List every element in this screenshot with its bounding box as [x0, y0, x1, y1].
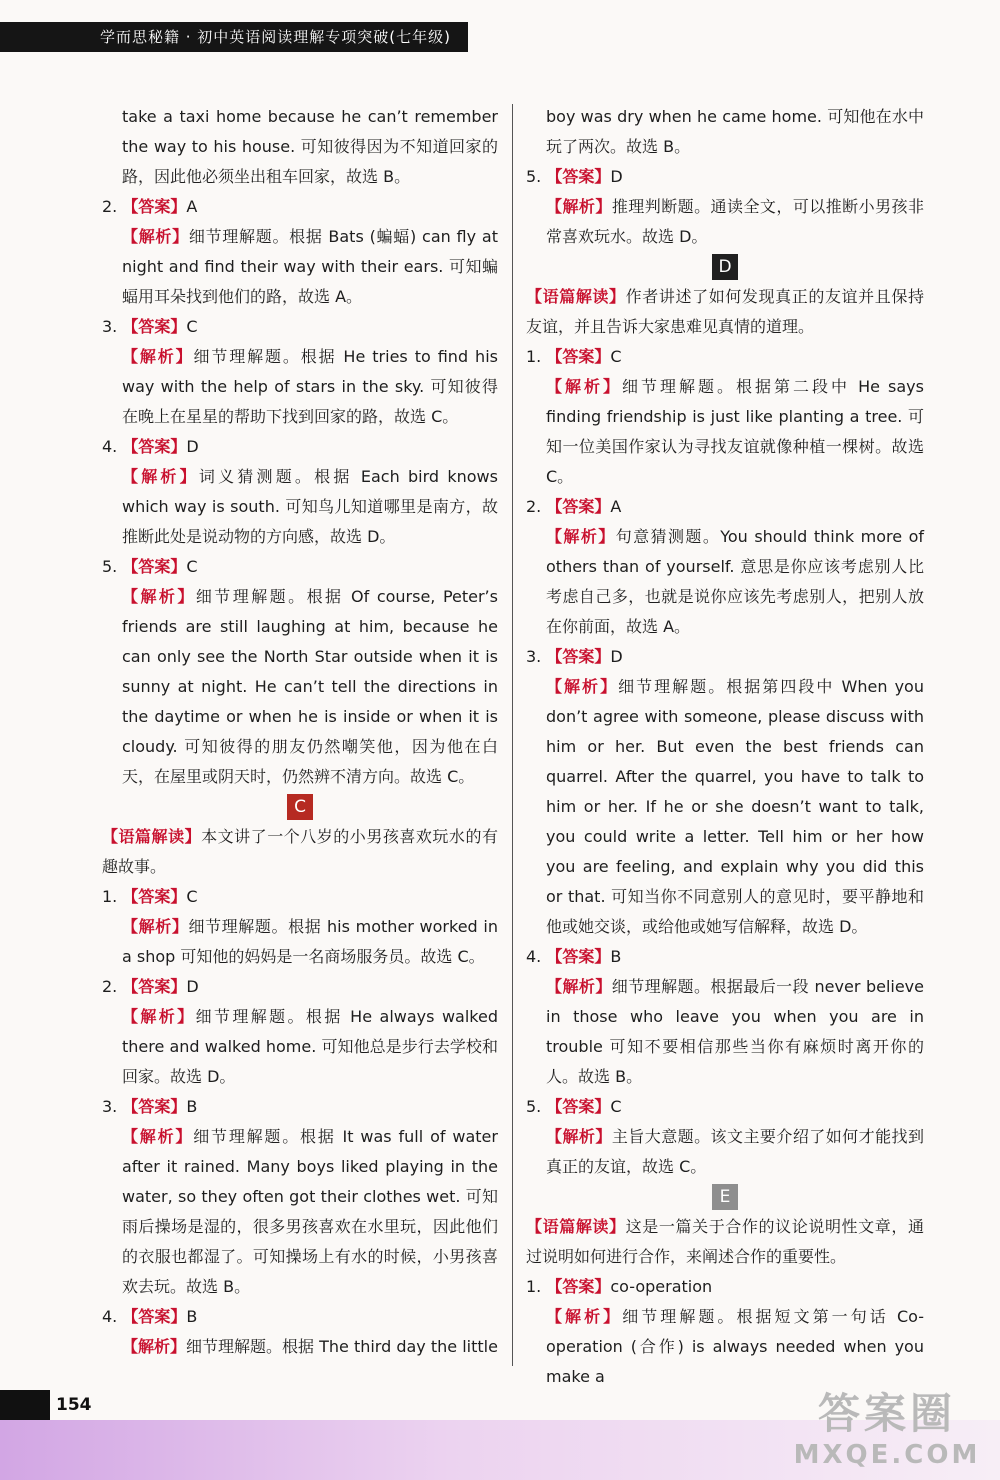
- text-run: 细节理解题。根据最后一段 never believe in those who leave you when you are in trouble 可知不要相信那些当你有麻烦时离开你的人。故选 B。: [546, 977, 924, 1086]
- text-run: 1.: [102, 887, 123, 906]
- label-tag: 【解析】: [122, 467, 199, 486]
- column-divider: [512, 104, 513, 1366]
- text-run: C: [610, 347, 622, 366]
- text-run: 主旨大意题。该文主要介绍了如何才能找到真正的友谊，故选 C。: [546, 1127, 924, 1176]
- text-run: B: [186, 1307, 198, 1326]
- explanation-paragraph: [526, 1122, 924, 1182]
- explanation-paragraph: [526, 1302, 924, 1392]
- label-tag: 【解析】: [122, 227, 189, 246]
- explanation-paragraph: [102, 1122, 498, 1302]
- explanation-paragraph: [102, 342, 498, 432]
- text-run: 2.: [102, 977, 123, 996]
- label-tag: 【答案】: [546, 497, 611, 516]
- answer-line: [102, 552, 498, 582]
- text-run: 细节理解题。根据 his mother worked in a shop 可知他的妈妈是一名商场服务员。故选 C。: [122, 917, 498, 966]
- label-tag: 【解析】: [122, 1127, 194, 1146]
- text-run: D: [610, 167, 623, 186]
- text-run: C: [610, 1097, 622, 1116]
- label-tag: 【答案】: [122, 977, 187, 996]
- label-tag: 【答案】: [546, 347, 611, 366]
- label-tag: 【解析】: [122, 1337, 187, 1356]
- text-run: C: [186, 317, 198, 336]
- text-run: 5.: [526, 167, 547, 186]
- answer-line: [526, 1212, 924, 1272]
- explanation-paragraph: [102, 462, 498, 552]
- label-tag: 【解析】: [122, 587, 196, 606]
- answer-line: [526, 282, 924, 342]
- label-tag: 【语篇解读】: [526, 287, 626, 306]
- section-marker-wrap: [102, 792, 498, 822]
- text-run: 细节理解题。根据 Of course, Peter’s friends are still laughing at him, because he can only see the North Star outside when it is sunny at night. He can’t tell the directions in the daytime or when he is inside or when it is cloudy. 可知彼得的朋友仍然嘲笑他，因为他在白天，在屋里或阴天时，仍然辨不清方向。故选 C。: [122, 587, 498, 786]
- answer-line: [102, 192, 498, 222]
- text-run: 3.: [102, 1097, 123, 1116]
- text-run: 细节理解题。根据 It was full of water after it rained. Many boys liked playing in the water, so they often got their clothes wet. 可知雨后操场是湿的，很多男孩喜欢在水里玩，因此他们的衣服也都湿了。可知操场上有水的时候，小男孩喜欢去玩。故选 B。: [122, 1127, 498, 1296]
- explanation-paragraph: [526, 972, 924, 1092]
- explanation-paragraph: [526, 102, 924, 162]
- answer-line: [102, 432, 498, 462]
- right-column: [526, 102, 924, 1392]
- explanation-paragraph: [102, 582, 498, 792]
- watermark-url: MXQE.COM: [793, 1440, 981, 1470]
- section-marker-e: E: [712, 1184, 738, 1210]
- answer-line: [102, 1092, 498, 1122]
- text-run: C: [186, 887, 198, 906]
- text-run: boy was dry when he came home. 可知他在水中玩了两次。故选 B。: [546, 107, 924, 156]
- label-tag: 【解析】: [122, 347, 194, 366]
- watermark-logo: [782, 1388, 992, 1476]
- explanation-paragraph: [102, 102, 498, 192]
- text-run: 5.: [102, 557, 123, 576]
- text-run: B: [186, 1097, 198, 1116]
- section-marker-wrap: [526, 1182, 924, 1212]
- label-tag: 【解析】: [546, 377, 622, 396]
- text-run: 3.: [526, 647, 547, 666]
- text-run: 词义猜测题。根据 Each bird knows which way is south. 可知鸟儿知道哪里是南方，故推断此处是说动物的方向感，故选 D。: [122, 467, 498, 546]
- label-tag: 【语篇解读】: [102, 827, 202, 846]
- answer-line: [526, 492, 924, 522]
- answer-line: [526, 342, 924, 372]
- explanation-paragraph: [102, 222, 498, 312]
- explanation-paragraph: [102, 1332, 498, 1362]
- text-run: D: [610, 647, 623, 666]
- left-column: [102, 102, 498, 1362]
- label-tag: 【答案】: [546, 1097, 611, 1116]
- text-run: D: [186, 977, 199, 996]
- section-marker-c: C: [287, 794, 313, 820]
- text-run: D: [186, 437, 199, 456]
- explanation-paragraph: [526, 192, 924, 252]
- text-run: 细节理解题。根据 The third day the little: [186, 1337, 498, 1356]
- label-tag: 【答案】: [122, 197, 187, 216]
- text-run: 句意猜测题。You should think more of others than of yourself. 意思是你应该考虑别人比考虑自己多，也就是说你应该先考虑别人，把别人放在你前面，故选 A。: [546, 527, 924, 636]
- label-tag: 【解析】: [546, 977, 612, 996]
- answer-line: [526, 162, 924, 192]
- text-run: 4.: [102, 1307, 123, 1326]
- answer-line: [102, 822, 498, 882]
- answer-line: [526, 942, 924, 972]
- text-run: 3.: [102, 317, 123, 336]
- text-run: 2.: [526, 497, 547, 516]
- answer-line: [102, 972, 498, 1002]
- footer-bar: [0, 1390, 50, 1420]
- explanation-paragraph: [526, 372, 924, 492]
- label-tag: 【答案】: [546, 647, 611, 666]
- page-number: 154: [56, 1395, 92, 1415]
- text-run: 这是一篇关于合作的议论说明性文章，通过说明如何进行合作，来阐述合作的重要性。: [526, 1217, 924, 1266]
- label-tag: 【答案】: [546, 167, 611, 186]
- answer-line: [102, 312, 498, 342]
- label-tag: 【解析】: [546, 1127, 612, 1146]
- label-tag: 【解析】: [546, 197, 612, 216]
- text-run: 细节理解题。根据 He tries to find his way with the help of stars in the sky. 可知彼得在晚上在星星的帮助下找到回家的路，故选 C。: [122, 347, 498, 426]
- label-tag: 【语篇解读】: [526, 1217, 626, 1236]
- label-tag: 【答案】: [122, 557, 187, 576]
- label-tag: 【答案】: [122, 317, 187, 336]
- watermark-text: 答案圈: [817, 1389, 956, 1438]
- text-run: 1.: [526, 347, 547, 366]
- label-tag: 【答案】: [122, 1307, 187, 1326]
- section-marker-d: D: [712, 254, 738, 280]
- text-run: 5.: [526, 1097, 547, 1116]
- label-tag: 【答案】: [122, 1097, 187, 1116]
- answer-line: [102, 1302, 498, 1332]
- answer-line: [102, 882, 498, 912]
- label-tag: 【答案】: [122, 887, 187, 906]
- answer-line: [526, 642, 924, 672]
- text-run: A: [186, 197, 198, 216]
- label-tag: 【解析】: [546, 527, 616, 546]
- text-run: 细节理解题。根据第二段中 He says finding friendship is just like planting a tree. 可知一位美国作家认为寻找友谊就像种植一棵树。故选 C。: [546, 377, 924, 486]
- label-tag: 【答案】: [546, 1277, 611, 1296]
- explanation-paragraph: [102, 912, 498, 972]
- label-tag: 【答案】: [122, 437, 187, 456]
- label-tag: 【答案】: [546, 947, 611, 966]
- text-run: 4.: [102, 437, 123, 456]
- explanation-paragraph: [526, 522, 924, 642]
- text-run: 细节理解题。根据 He always walked there and walked home. 可知他总是步行去学校和回家。故选 D。: [122, 1007, 498, 1086]
- text-run: 本文讲了一个八岁的小男孩喜欢玩水的有趣故事。: [102, 827, 498, 876]
- text-run: 细节理解题。根据第四段中 When you don’t agree with someone, please discuss with him or her. But even the best friends can quarrel. After the quarrel, you have to talk to him or her. If he or she doesn’t want to talk, you could write a letter. Tell him or her how you are feeling, and explain why you did this or that. 可知当你不同意别人的意见时，要平静地和他或她交谈，或给他或她写信解释，故选 D。: [546, 677, 924, 936]
- text-run: 1.: [526, 1277, 547, 1296]
- answer-line: [526, 1092, 924, 1122]
- text-run: 细节理解题。根据 Bats (蝙蝠) can fly at night and find their way with their ears. 可知蝙蝠用耳朵找到他们的路，故选 A。: [122, 227, 498, 306]
- text-run: take a taxi home because he can’t remember the way to his house. 可知彼得因为不知道回家的路，因此他必须坐出租车回家，故选 B。: [122, 107, 498, 186]
- label-tag: 【解析】: [546, 677, 619, 696]
- text-run: B: [610, 947, 622, 966]
- label-tag: 【解析】: [546, 1307, 623, 1326]
- book-header: 学而思秘籍 · 初中英语阅读理解专项突破(七年级): [0, 22, 468, 52]
- explanation-paragraph: [102, 1002, 498, 1092]
- label-tag: 【解析】: [122, 1007, 196, 1026]
- text-run: 推理判断题。通读全文，可以推断小男孩非常喜欢玩水。故选 D。: [546, 197, 924, 246]
- answer-line: [526, 1272, 924, 1302]
- text-run: 4.: [526, 947, 547, 966]
- text-run: co-operation: [610, 1277, 713, 1296]
- explanation-paragraph: [526, 672, 924, 942]
- text-run: 2.: [102, 197, 123, 216]
- section-marker-wrap: [526, 252, 924, 282]
- text-run: C: [186, 557, 198, 576]
- text-run: 细节理解题。根据短文第一句话 Co-operation (合作) is always needed when you make a: [546, 1307, 924, 1386]
- text-run: 作者讲述了如何发现真正的友谊并且保持友谊，并且告诉大家患难见真情的道理。: [526, 287, 924, 336]
- text-run: A: [610, 497, 622, 516]
- label-tag: 【解析】: [122, 917, 189, 936]
